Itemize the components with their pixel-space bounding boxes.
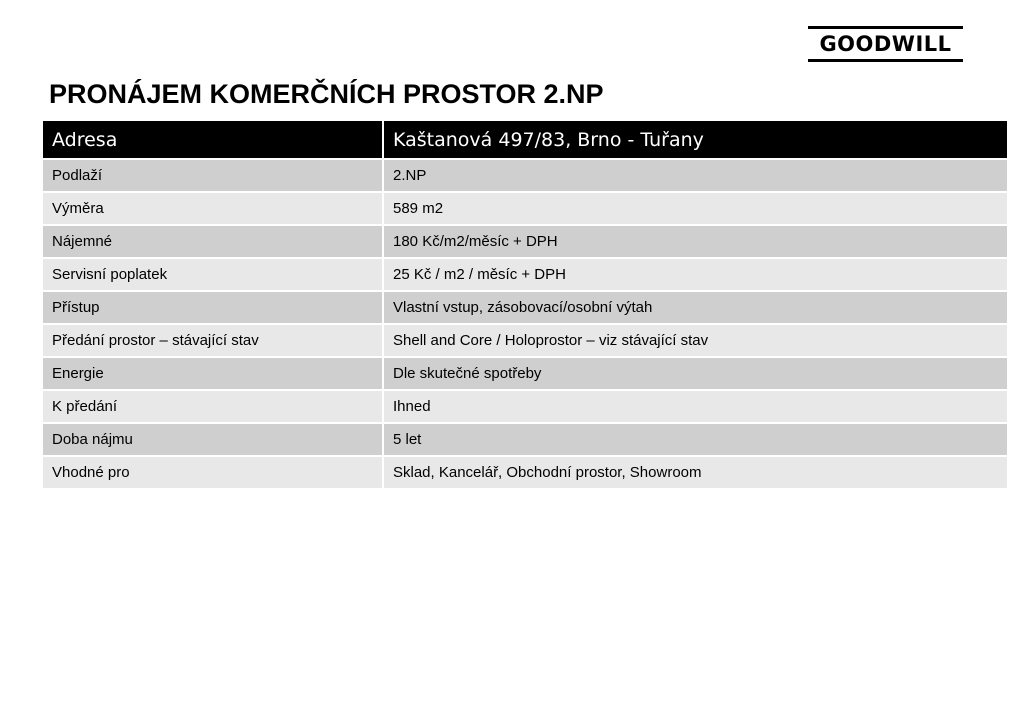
row-value: Dle skutečné spotřeby	[383, 357, 1007, 390]
goodwill-logo	[808, 26, 963, 62]
table-row	[43, 225, 1007, 258]
row-label: Přístup	[43, 291, 383, 324]
row-label: Předání prostor – stávající stav	[43, 324, 383, 357]
table-row	[43, 456, 1007, 488]
table-row	[43, 324, 1007, 357]
row-value: 25 Kč / m2 / měsíc + DPH	[383, 258, 1007, 291]
row-label: Nájemné	[43, 225, 383, 258]
table-row	[43, 192, 1007, 225]
row-label: Vhodné pro	[43, 456, 383, 488]
row-value: Vlastní vstup, zásobovací/osobní výtah	[383, 291, 1007, 324]
row-label: Doba nájmu	[43, 423, 383, 456]
table-header-row	[43, 121, 1007, 159]
table-row	[43, 423, 1007, 456]
table-row	[43, 357, 1007, 390]
header-address: Kaštanová 497/83, Brno - Tuřany	[383, 121, 1007, 159]
logo-text: GOODWILL	[819, 31, 952, 56]
table-row	[43, 258, 1007, 291]
page-title: PRONÁJEM KOMERČNÍCH PROSTOR 2.NP	[49, 79, 604, 109]
row-value: 5 let	[383, 423, 1007, 456]
row-label: K předání	[43, 390, 383, 423]
row-label: Podlaží	[43, 159, 383, 192]
property-info-table	[43, 121, 1007, 488]
row-value: 589 m2	[383, 192, 1007, 225]
table-row	[43, 291, 1007, 324]
row-label: Energie	[43, 357, 383, 390]
row-label: Výměra	[43, 192, 383, 225]
row-value: Shell and Core / Holoprostor – viz stávající stav	[383, 324, 1007, 357]
table-row	[43, 390, 1007, 423]
row-label: Servisní poplatek	[43, 258, 383, 291]
row-value: Ihned	[383, 390, 1007, 423]
header-label: Adresa	[43, 121, 383, 159]
row-value: 180 Kč/m2/měsíc + DPH	[383, 225, 1007, 258]
table-row	[43, 159, 1007, 192]
row-value: Sklad, Kancelář, Obchodní prostor, Showroom	[383, 456, 1007, 488]
row-value: 2.NP	[383, 159, 1007, 192]
